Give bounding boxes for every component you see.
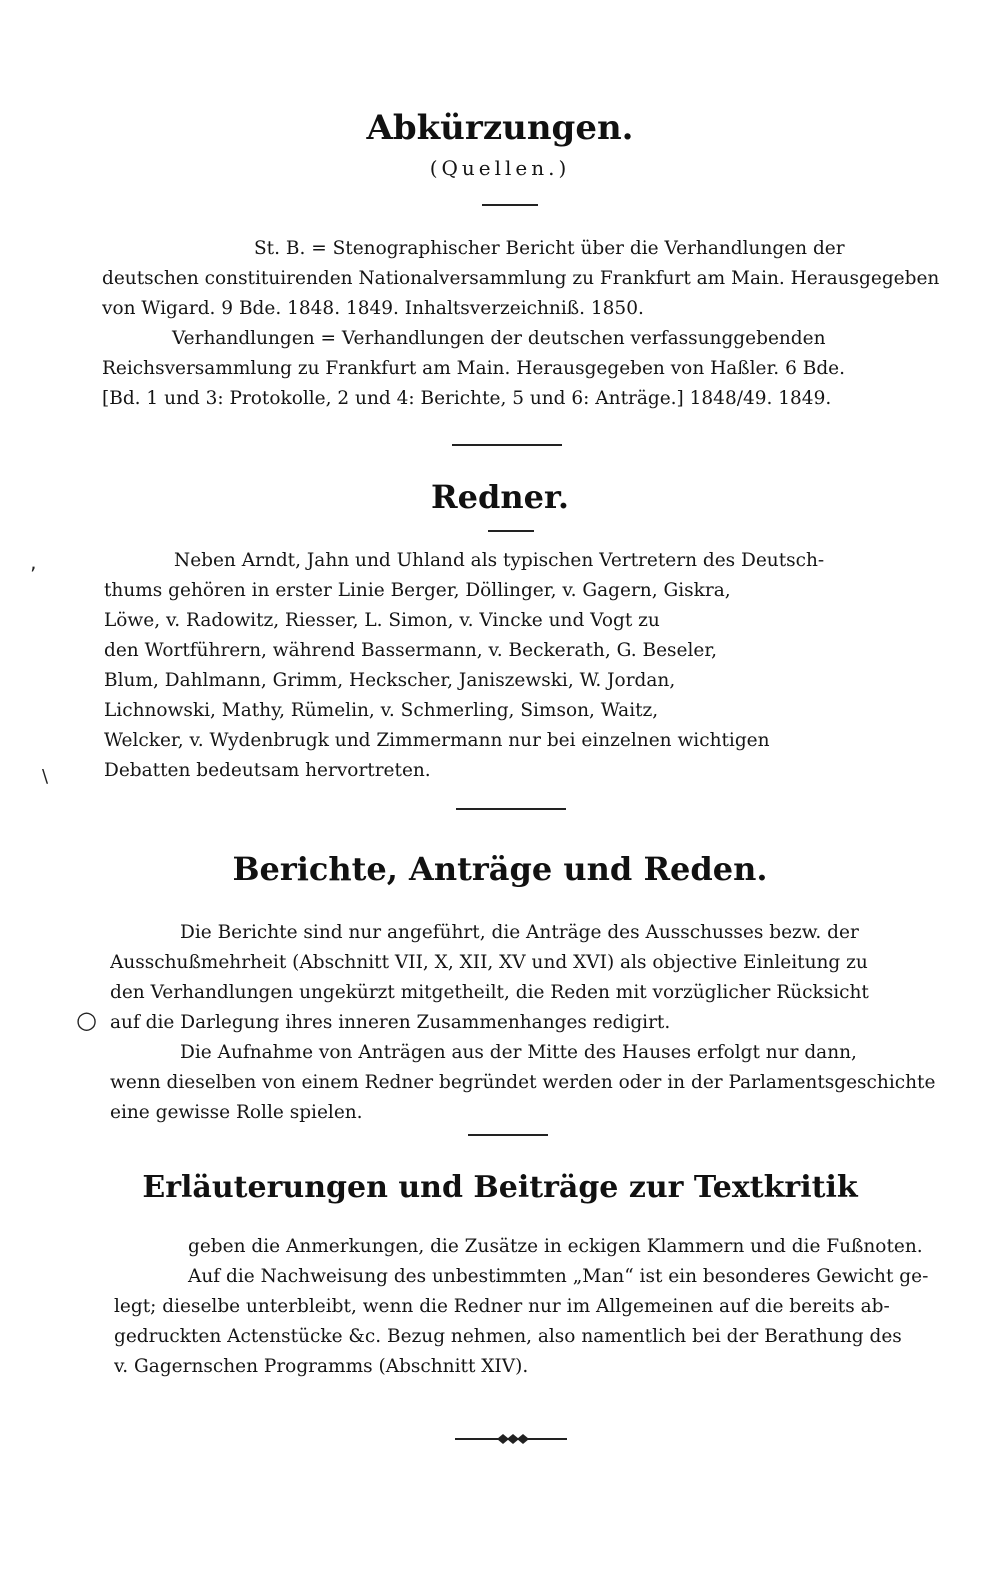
section-subtitle-quellen: (Quellen.) [429,156,571,180]
margin-backslash-mark: \ [42,766,49,787]
text-line: eine gewisse Rolle spielen. [110,1102,363,1123]
text-line: v. Gagernschen Programms (Abschnitt XIV). [114,1356,529,1377]
text-line: auf die Darlegung ihres inneren Zusammenhanges redigirt. [110,1012,671,1033]
text-line: Verhandlungen = Verhandlungen der deutschen verfassunggebenden [172,328,826,349]
margin-comma-mark: ‚ [30,550,37,574]
section-title-berichte: Berichte, Anträge und Reden. [232,850,768,888]
closing-ornament [455,1431,567,1447]
text-line: thums gehören in erster Linie Berger, Döllinger, v. Gagern, Giskra, [104,580,731,601]
section-title-redner: Redner. [430,478,569,516]
divider-rule [488,530,534,532]
text-line: wenn dieselben von einem Redner begründet werden oder in der Parlamentsgeschichte [110,1072,936,1093]
ornament-diamond [517,1434,529,1444]
text-line: von Wigard. 9 Bde. 1848. 1849. Inhaltsverzeichniß. 1850. [102,298,644,319]
text-line: den Wortführern, während Bassermann, v. Beckerath, G. Beseler, [104,640,718,661]
margin-circle-mark: ○ [76,1006,97,1034]
text-line: Die Berichte sind nur angeführt, die Anträge des Ausschusses bezw. der [180,922,859,943]
text-line: Lichnowski, Mathy, Rümelin, v. Schmerling, Simson, Waitz, [104,700,659,721]
text-line: geben die Anmerkungen, die Zusätze in eckigen Klammern und die Fußnoten. [188,1236,923,1257]
divider-rule [482,204,538,206]
section-title-abkuerzungen: Abkürzungen. [366,108,634,148]
text-line: Ausschußmehrheit (Abschnitt VII, X, XII, XV und XVI) als objective Einleitung zu [110,952,868,973]
text-line: Reichsversammlung zu Frankfurt am Main. Herausgegeben von Haßler. 6 Bde. [102,358,845,379]
divider-rule [456,808,566,810]
text-line: St. B. = Stenographischer Bericht über die Verhandlungen der [254,238,845,259]
divider-rule [468,1134,548,1136]
text-line: Debatten bedeutsam hervortreten. [104,760,431,781]
text-line: gedruckten Actenstücke &c. Bezug nehmen, also namentlich bei der Berathung des [114,1326,902,1347]
text-line: [Bd. 1 und 3: Protokolle, 2 und 4: Berichte, 5 und 6: Anträge.] 1848/49. 1849. [102,388,832,409]
text-line: Löwe, v. Radowitz, Riesser, L. Simon, v. Vincke und Vogt zu [104,610,660,631]
text-line: Blum, Dahlmann, Grimm, Heckscher, Janiszewski, W. Jordan, [104,670,676,691]
divider-rule [452,444,562,446]
text-line: Neben Arndt, Jahn und Uhland als typischen Vertretern des Deutsch- [174,550,825,571]
text-line: Welcker, v. Wydenbrugk und Zimmermann nur bei einzelnen wichtigen [104,730,770,751]
text-line: deutschen constituirenden Nationalversammlung zu Frankfurt am Main. Herausgegeben [102,268,940,289]
abbreviations-paragraph [102,234,942,414]
speakers-paragraph [104,546,946,786]
reports-paragraph [110,918,952,1128]
annotations-paragraph [114,1232,956,1382]
text-line: legt; dieselbe unterbleibt, wenn die Redner nur im Allgemeinen auf die bereits ab- [114,1296,890,1317]
section-title-erlaeuterungen: Erläuterungen und Beiträge zur Textkritik [142,1170,858,1205]
text-line: den Verhandlungen ungekürzt mitgetheilt, die Reden mit vorzüglicher Rücksicht [110,982,869,1003]
text-line: Die Aufnahme von Anträgen aus der Mitte des Hauses erfolgt nur dann, [180,1042,857,1063]
text-line: Auf die Nachweisung des unbestimmten „Man“ ist ein besonderes Gewicht ge- [188,1266,929,1287]
